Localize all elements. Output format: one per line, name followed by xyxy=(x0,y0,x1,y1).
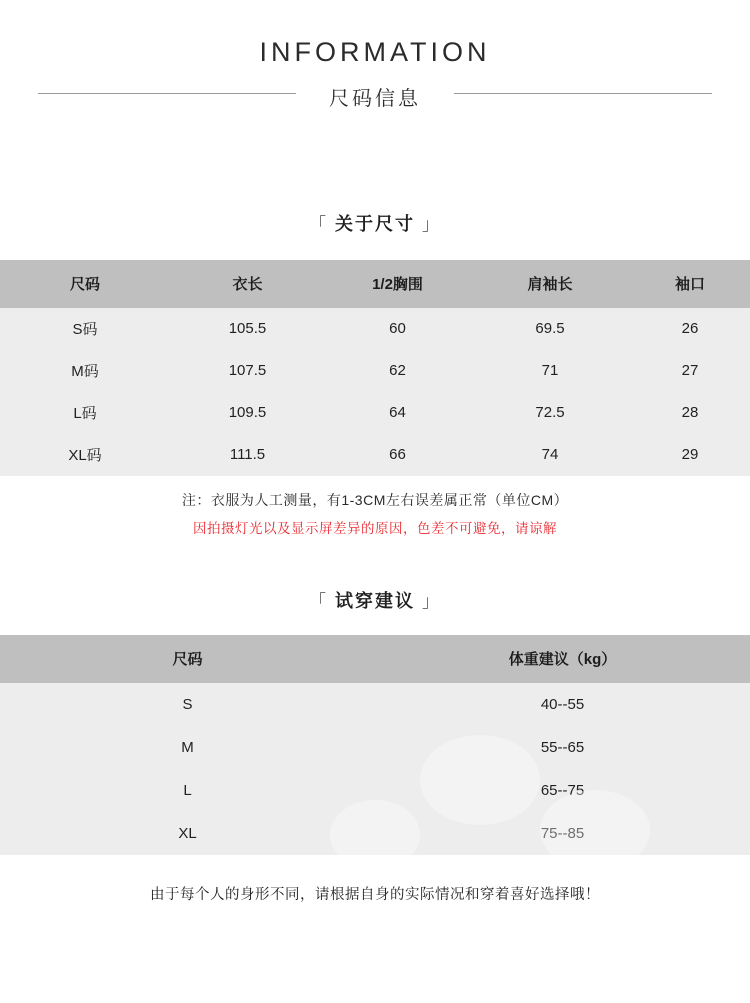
page-header xyxy=(0,0,750,112)
column-header-length: 衣长 xyxy=(170,260,325,308)
table-row xyxy=(0,769,750,812)
cell-cuff: 29 xyxy=(630,434,750,476)
table-row xyxy=(0,434,750,476)
fit-section-title xyxy=(0,587,750,613)
column-header-weight: 体重建议（kg） xyxy=(375,635,750,683)
table-row xyxy=(0,350,750,392)
cell-half-bust: 62 xyxy=(325,350,470,392)
cell-half-bust: 66 xyxy=(325,434,470,476)
cell-length: 105.5 xyxy=(170,308,325,350)
cell-weight: 65--75 xyxy=(375,769,750,812)
cell-length: 111.5 xyxy=(170,434,325,476)
table-row xyxy=(0,812,750,855)
cell-length: 107.5 xyxy=(170,350,325,392)
cell-size: M xyxy=(0,726,375,769)
cell-size: S xyxy=(0,683,375,726)
bracket-open-icon: 「 xyxy=(308,214,328,234)
page-subtitle-row xyxy=(0,82,750,112)
table-row xyxy=(0,392,750,434)
column-header-shoulder-sleeve: 肩袖长 xyxy=(470,260,630,308)
cell-weight: 55--65 xyxy=(375,726,750,769)
cell-shoulder-sleeve: 71 xyxy=(470,350,630,392)
fit-footer-note: 由于每个人的身形不同，请根据自身的实际情况和穿着喜好选择哦！ xyxy=(150,886,600,903)
cell-length: 109.5 xyxy=(170,392,325,434)
cell-half-bust: 64 xyxy=(325,392,470,434)
cell-cuff: 28 xyxy=(630,392,750,434)
divider-right xyxy=(454,93,712,94)
cell-cuff: 26 xyxy=(630,308,750,350)
table-row xyxy=(0,308,750,350)
fit-recommendation-table xyxy=(0,635,750,855)
cell-shoulder-sleeve: 69.5 xyxy=(470,308,630,350)
table-row xyxy=(0,726,750,769)
cell-shoulder-sleeve: 72.5 xyxy=(470,392,630,434)
bracket-close-icon: 」 xyxy=(422,591,442,611)
divider-left xyxy=(38,93,296,94)
column-header-size: 尺码 xyxy=(0,635,375,683)
cell-size: L xyxy=(0,769,375,812)
table-header-row xyxy=(0,635,750,683)
cell-size: L码 xyxy=(0,392,170,434)
cell-shoulder-sleeve: 74 xyxy=(470,434,630,476)
page-subtitle: 尺码信息 xyxy=(315,82,435,111)
cell-size: M码 xyxy=(0,350,170,392)
cell-weight: 75--85 xyxy=(375,812,750,855)
cell-size: XL xyxy=(0,812,375,855)
measurement-notes xyxy=(0,490,750,537)
table-header-row xyxy=(0,260,750,308)
page-title: INFORMATION xyxy=(259,37,491,67)
column-header-size: 尺码 xyxy=(0,260,170,308)
cell-cuff: 27 xyxy=(630,350,750,392)
color-difference-note: 因拍摄灯光以及显示屏差异的原因，色差不可避免，请谅解 xyxy=(193,520,557,536)
bracket-open-icon: 「 xyxy=(308,591,328,611)
table-row xyxy=(0,683,750,726)
size-chart-table xyxy=(0,260,750,476)
cell-size: XL码 xyxy=(0,434,170,476)
column-header-cuff: 袖口 xyxy=(630,260,750,308)
cell-weight: 40--55 xyxy=(375,683,750,726)
cell-size: S码 xyxy=(0,308,170,350)
fit-section-title-text: 试穿建议 xyxy=(335,590,415,611)
size-section-title xyxy=(0,210,750,236)
size-section-title-text: 关于尺寸 xyxy=(335,213,415,234)
bracket-close-icon: 」 xyxy=(422,214,442,234)
column-header-half-bust: 1/2胸围 xyxy=(325,260,470,308)
cell-half-bust: 60 xyxy=(325,308,470,350)
measurement-note: 注：衣服为人工测量，有1-3CM左右误差属正常（单位CM） xyxy=(181,491,569,508)
